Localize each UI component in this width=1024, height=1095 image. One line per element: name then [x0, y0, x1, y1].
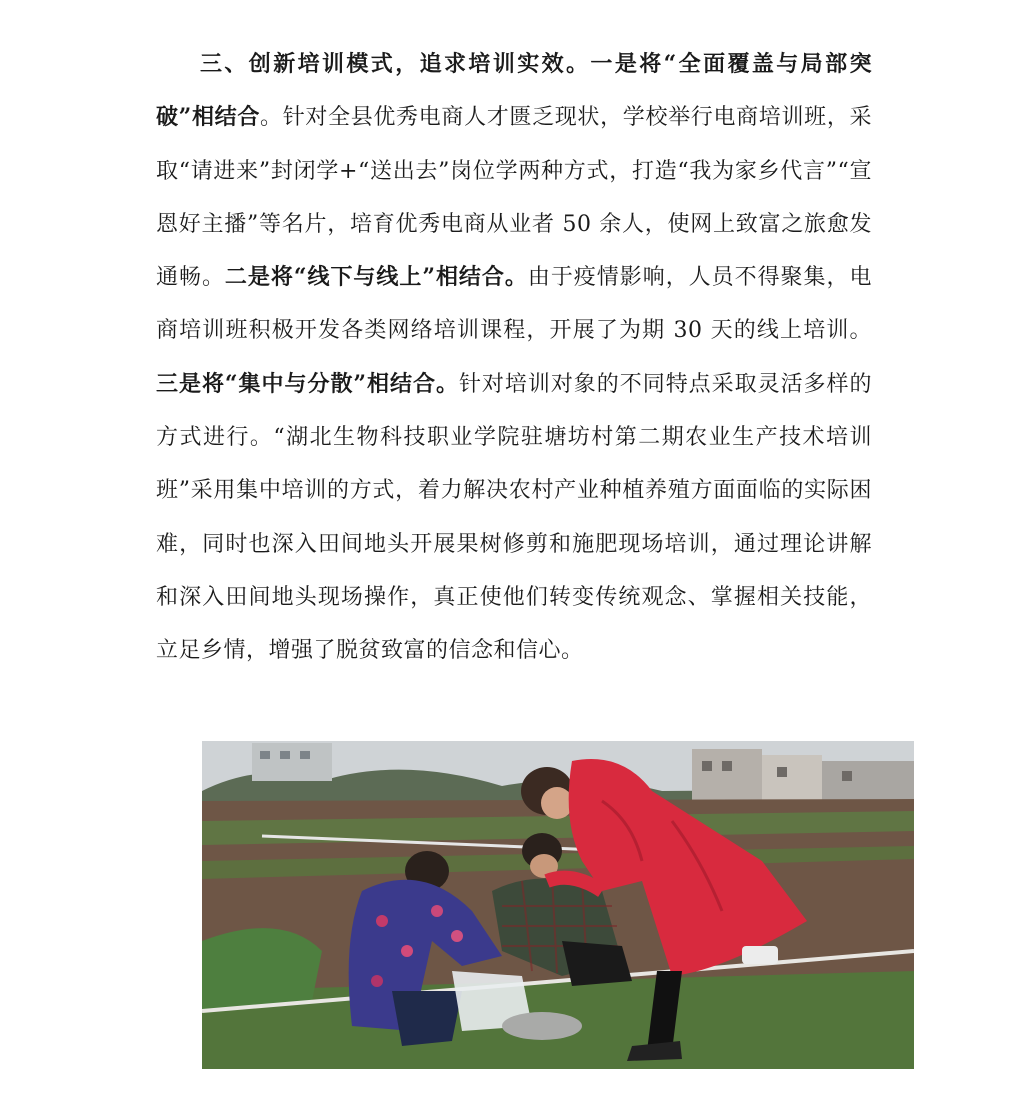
point-three-heading: 三是将“集中与分散”相结合。	[156, 370, 459, 397]
section-heading: 三、创新培训模式，追求培训实效。	[200, 51, 591, 77]
person-plaid-trousers	[562, 941, 632, 986]
building-left	[252, 743, 332, 781]
building-right-3	[822, 761, 914, 801]
plant-leaves	[202, 928, 322, 1011]
white-bucket	[742, 946, 778, 964]
field-training-illustration	[202, 741, 914, 1069]
point-two-text: 由于疫情影响，人员不得聚集，电商培训班积极开发各类网络培训课程，开展了为期 30 天的线上培训。	[156, 265, 872, 344]
building-right-1	[692, 749, 762, 801]
point-one-text: 。针对全县优秀电商人才匮乏现状，学校举行电商培训班，采取“请进来”封闭学+“送出去”岗位学两种方式，打造“我为家乡代言”“宣恩好主播”等名片，培育优秀电商从业者 50 余人，使网上致富之旅愈发通畅。	[156, 105, 872, 291]
metal-basin	[502, 1012, 582, 1040]
point-one-heading: 一是将“全面覆盖与局部突破”相结合	[156, 51, 872, 131]
point-three-text: 针对培训对象的不同特点采取灵活多样的方式进行。“湖北生物科技职业学院驻塘坊村第二期农业生产技术培训班”采用集中培训的方式，着力解决农村产业种植养殖方面面临的实际困难，同时也深入田间地头开展果树修剪和施肥现场培训，通过理论讲解和深入田间地头现场操作，真正使他们转变传统观念、掌握相关技能，立足乡情，增强了脱贫致富的信念和信心。	[156, 371, 872, 664]
field-training-photo	[202, 741, 914, 1069]
person-floral-trousers	[392, 991, 462, 1046]
building-right-2	[762, 755, 822, 801]
body-paragraph	[156, 38, 872, 678]
point-two-heading: 二是将“线下与线上”相结合。	[224, 264, 528, 291]
